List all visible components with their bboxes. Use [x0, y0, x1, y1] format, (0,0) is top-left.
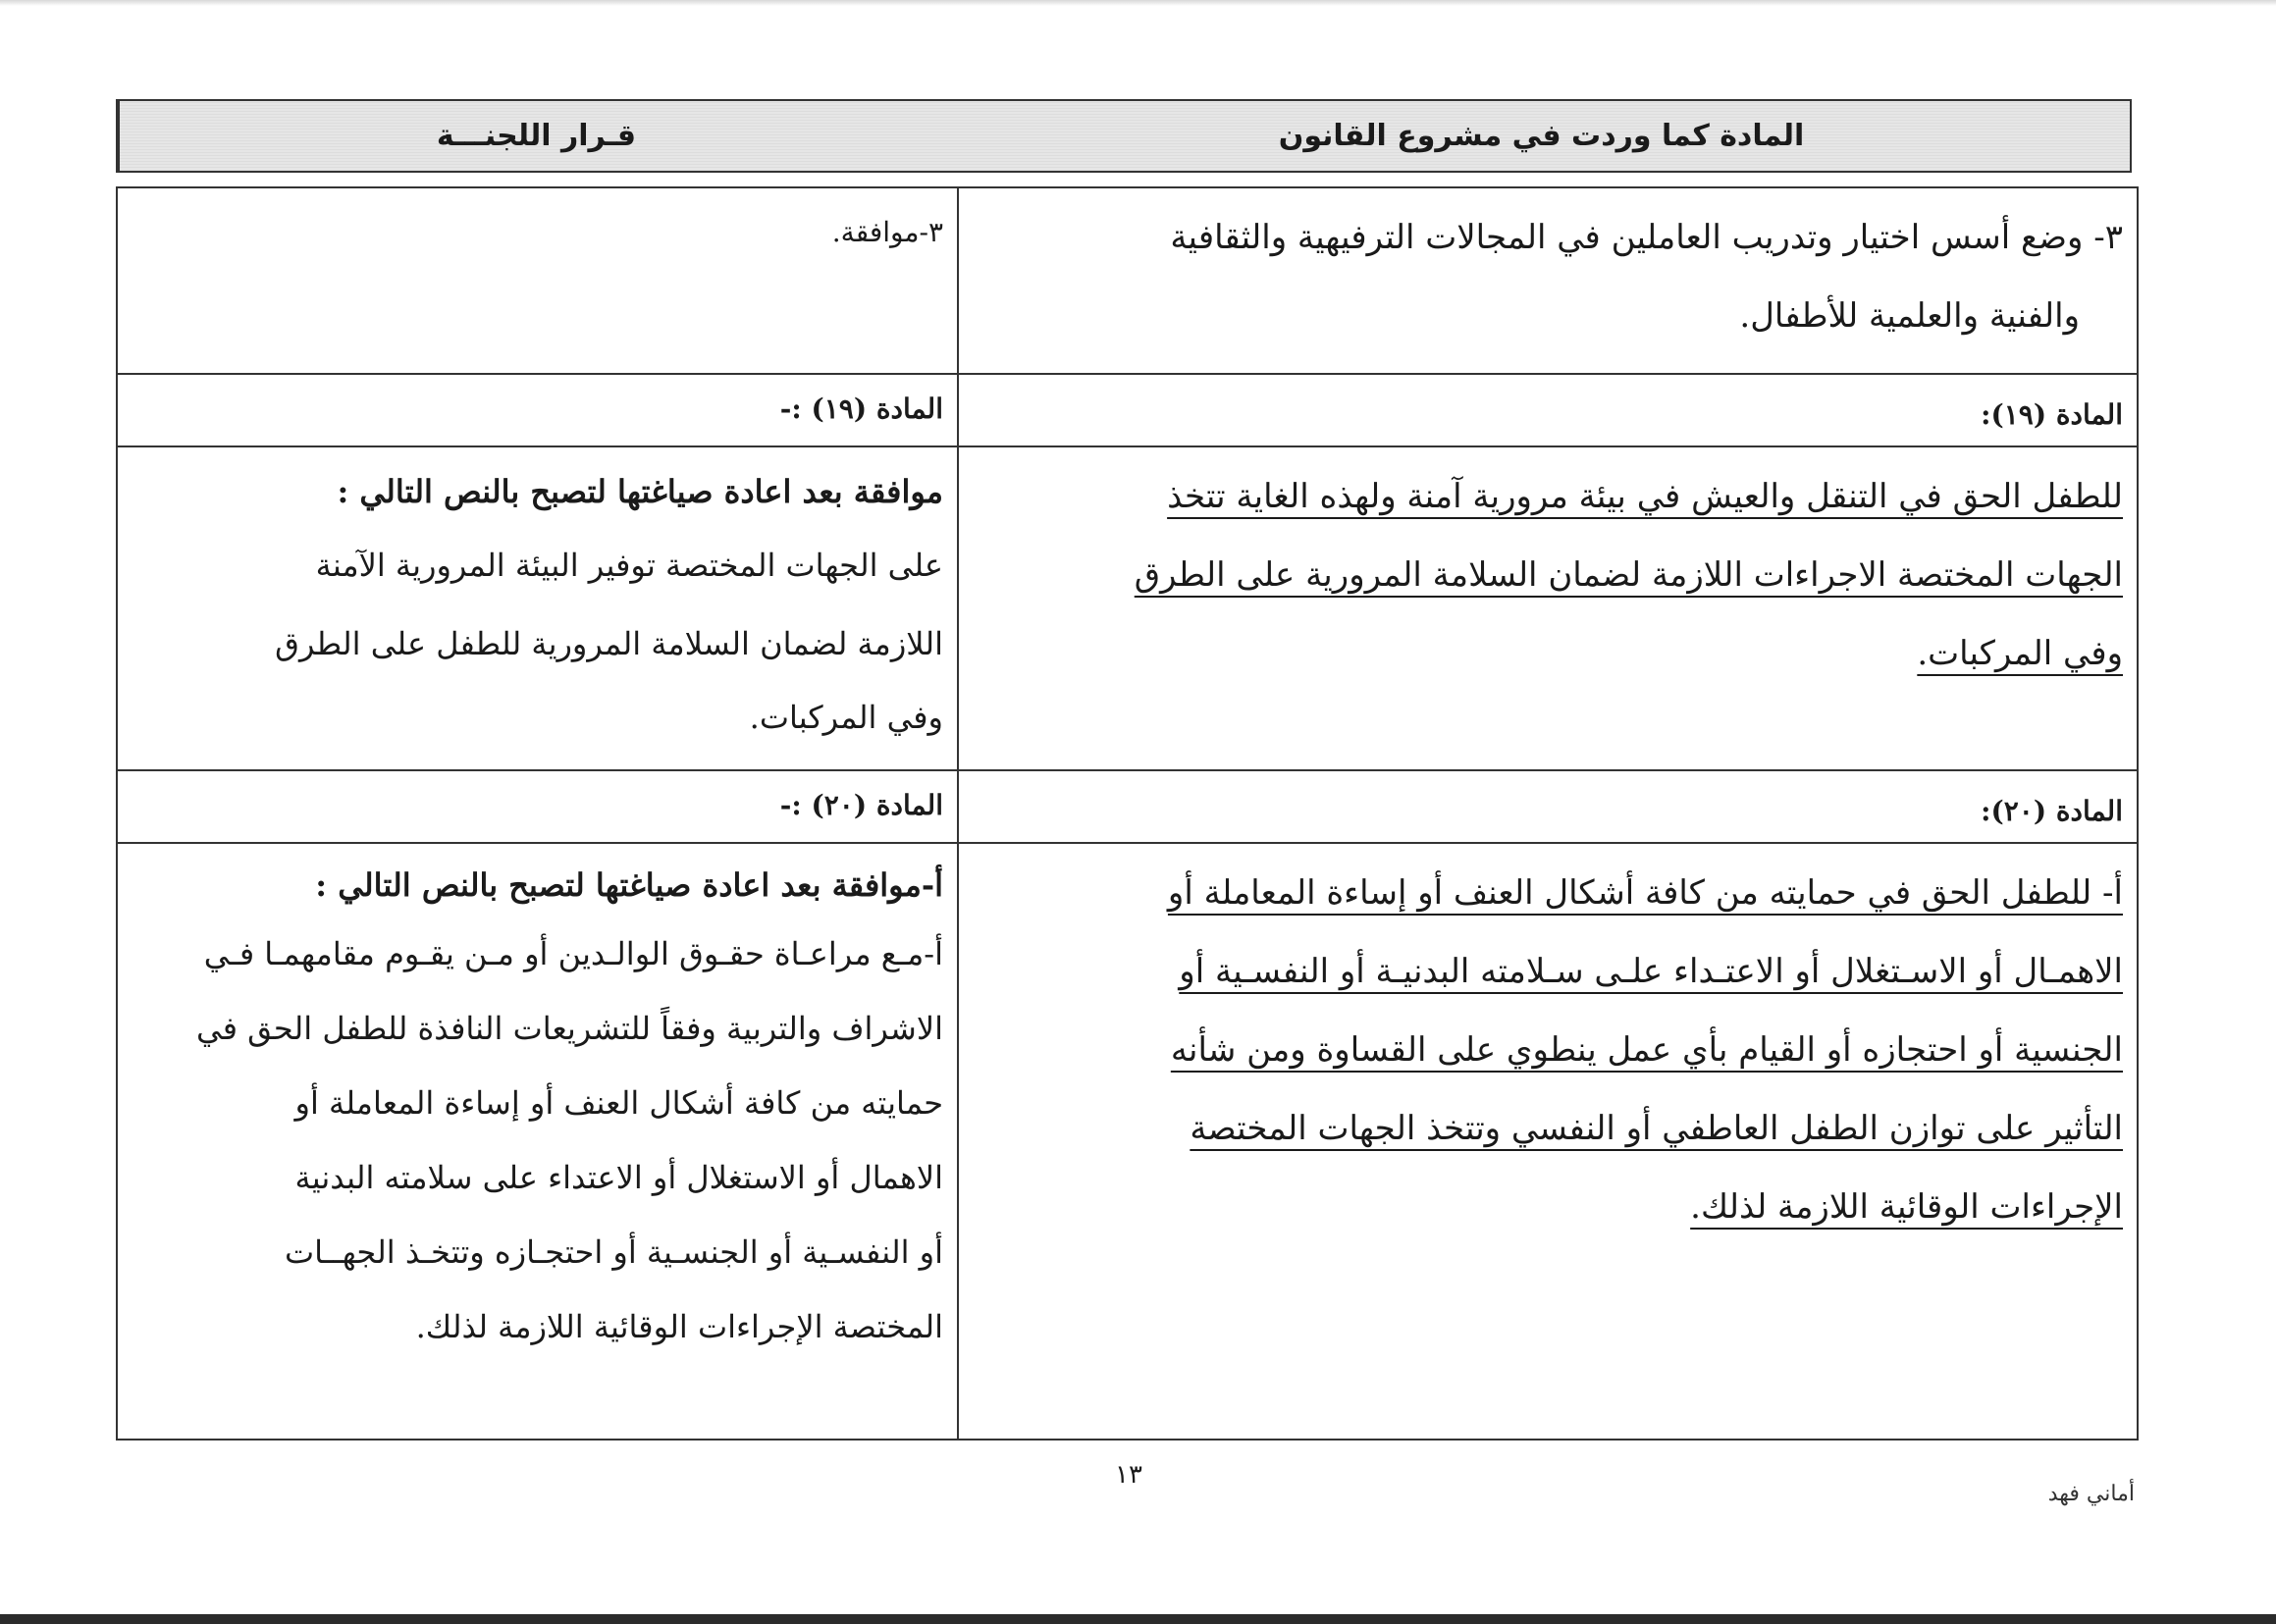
decision-text-line: حمايته من كافة أشكال العنف أو إساءة المعاملة أو [294, 1084, 943, 1122]
decision-heading: أ-موافقة بعد اعادة صياغتها لتصبح بالنص التالي : [315, 866, 943, 904]
table-row [118, 844, 2137, 1439]
page-number: ١٣ [1115, 1460, 1142, 1490]
header-col-article-as-in-draft: المادة كما وردت في مشروع القانون [1278, 119, 1805, 153]
comparison-table [116, 186, 2139, 1441]
committee-decision-cell [118, 188, 959, 373]
decision-text-line: الاهمال أو الاستغلال أو الاعتداء على سلامته البدنية [294, 1159, 943, 1196]
draft-text-line: الاهمـال أو الاسـتغلال أو الاعتـداء علـى سـلامته البدنيـة أو النفسـية أو [1179, 952, 2123, 991]
article-20-heading: المادة (٢٠): [1981, 795, 2123, 827]
table-row [118, 188, 2137, 375]
decision-text-line: اللازمة لضمان السلامة المرورية للطفل على الطرق [275, 625, 943, 662]
decision-text-line: على الجهات المختصة توفير البيئة المرورية الآمنة [315, 547, 943, 584]
draft-article-cell [959, 771, 2137, 842]
draft-text-line: ٣- وضع أسس اختيار وتدريب العاملين في المجالات الترفيهية والثقافية [1170, 218, 2123, 257]
draft-text-line: الجهات المختصة الاجراءات اللازمة لضمان السلامة المرورية على الطرق [1134, 555, 2123, 595]
decision-text-line: أ-مـع مراعـاة حقـوق الوالـدين أو مـن يقـوم مقامهمـا فـي [203, 935, 943, 972]
draft-article-cell [959, 844, 2137, 1439]
author-signature: أماني فهد [2047, 1482, 2135, 1506]
draft-text-line: الإجراءات الوقائية اللازمة لذلك. [1690, 1187, 2123, 1227]
committee-decision-cell [118, 771, 959, 842]
decision-text-line: المختصة الإجراءات الوقائية اللازمة لذلك. [415, 1308, 943, 1345]
draft-article-cell [959, 188, 2137, 373]
committee-decision-cell [118, 844, 959, 1439]
committee-decision-cell [118, 447, 959, 769]
table-header [116, 99, 2132, 173]
decision-text-line: الاشراف والتربية وفقاً للتشريعات النافذة للطفل الحق في [196, 1010, 943, 1047]
article-19-decision-heading: المادة (١٩) :- [779, 393, 943, 425]
decision-text-line: وفي المركبات. [749, 699, 943, 736]
draft-article-cell [959, 447, 2137, 769]
decision-text: ٣-موافقة. [831, 216, 943, 248]
page-edge-top [0, 0, 2276, 6]
draft-text-line: التأثير على توازن الطفل العاطفي أو النفسي وتتخذ الجهات المختصة [1190, 1109, 2123, 1148]
draft-text-line: الجنسية أو احتجازه أو القيام بأي عمل ينطوي على القساوة ومن شأنه [1170, 1030, 2123, 1070]
article-20-decision-heading: المادة (٢٠) :- [779, 789, 943, 821]
draft-article-cell [959, 375, 2137, 445]
decision-heading: موافقة بعد اعادة صياغتها لتصبح بالنص التالي : [337, 473, 943, 510]
table-row [118, 771, 2137, 844]
committee-decision-cell [118, 375, 959, 445]
page-edge-bottom [0, 1614, 2276, 1624]
header-col-committee-decision: قـرار اللجنـــة [118, 101, 953, 171]
article-19-heading: المادة (١٩): [1981, 398, 2123, 431]
draft-text-line: أ- للطفل الحق في حمايته من كافة أشكال العنف أو إساءة المعاملة أو [1167, 873, 2123, 913]
draft-text-line: للطفل الحق في التنقل والعيش في بيئة مرورية آمنة ولهذه الغاية تتخذ [1167, 477, 2123, 516]
table-row [118, 447, 2137, 771]
decision-text-line: أو النفسـية أو الجنسـية أو احتجـازه وتتخـذ الجهــات [285, 1233, 943, 1271]
draft-text-line: وفي المركبات. [1917, 634, 2123, 673]
draft-text-line: والفنية والعلمية للأطفال. [1739, 296, 2080, 336]
table-row [118, 375, 2137, 447]
